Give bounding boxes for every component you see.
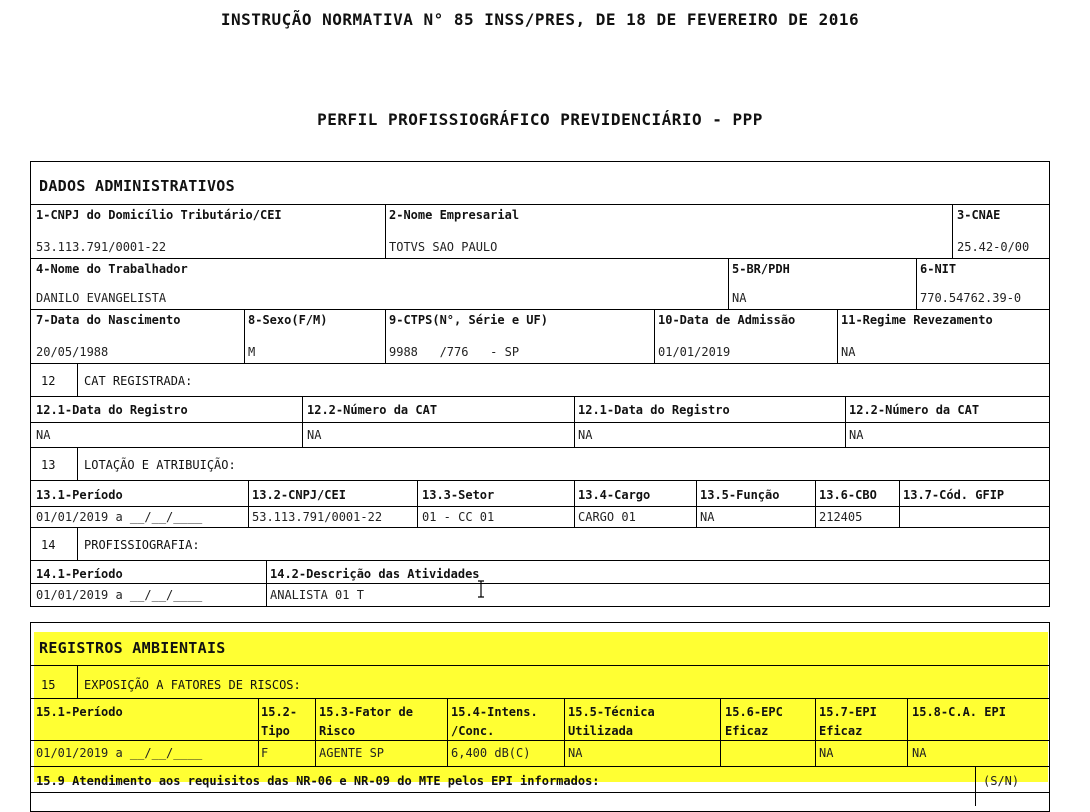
- amb-tipo-label-2: Tipo: [261, 724, 290, 738]
- amb-tecnica-label: 15.5-Técnica: [568, 705, 655, 719]
- text-cursor-icon: [476, 580, 486, 598]
- amb-epc-label: 15.6-EPC: [725, 705, 783, 719]
- document-title: INSTRUÇÃO NORMATIVA N° 85 INSS/PRES, DE 18 DE FEVEREIRO DE 2016: [220, 10, 860, 29]
- cat-data-registro-label: 12.1-Data do Registro: [36, 403, 188, 417]
- cat-numero-2-value: NA: [849, 428, 864, 442]
- cnpj-label: 1-CNPJ do Domicílio Tributário/CEI: [36, 208, 282, 222]
- nome-empresarial-value: TOTVS SAO PAULO: [389, 240, 498, 254]
- sn-label: (S/N): [983, 774, 1020, 788]
- amb-intens-label: 15.4-Intens.: [451, 705, 538, 719]
- ctps-value: 9988 /776 - SP: [389, 345, 520, 359]
- amb-fator-value: AGENTE SP: [319, 746, 385, 760]
- sexo-label: 8-Sexo(F/M): [248, 313, 328, 327]
- exposicao-section-title: EXPOSIÇÃO A FATORES DE RISCOS:: [84, 678, 301, 692]
- sexo-value: M: [248, 345, 256, 359]
- amb-tipo-label: 15.2-: [261, 705, 298, 719]
- br-pdh-label: 5-BR/PDH: [732, 262, 790, 276]
- amb-epi-label-2: Eficaz: [819, 724, 863, 738]
- trabalhador-label: 4-Nome do Trabalhador: [36, 262, 188, 276]
- amb-periodo-label: 15.1-Período: [36, 705, 123, 719]
- lotacao-gfip-label: 13.7-Cód. GFIP: [903, 488, 1005, 502]
- profissiografia-periodo-label: 14.1-Período: [36, 567, 123, 581]
- nit-value: 770.54762.39-0: [920, 291, 1022, 305]
- cat-section-number: 12: [41, 374, 56, 388]
- cat-numero-label: 12.2-Número da CAT: [307, 403, 438, 417]
- profissiografia-descricao-label: 14.2-Descrição das Atividades: [270, 567, 480, 581]
- admin-section-title: DADOS ADMINISTRATIVOS: [39, 177, 235, 195]
- revezamento-label: 11-Regime Revezamento: [841, 313, 993, 327]
- nascimento-value: 20/05/1988: [36, 345, 109, 359]
- profissiografia-section-title: PROFISSIOGRAFIA:: [84, 538, 200, 552]
- exposicao-section-number: 15: [41, 678, 56, 692]
- lotacao-funcao-label: 13.5-Função: [700, 488, 780, 502]
- lotacao-setor-label: 13.3-Setor: [422, 488, 495, 502]
- lotacao-funcao-value: NA: [700, 510, 715, 524]
- br-pdh-value: NA: [732, 291, 747, 305]
- amb-tecnica-value: NA: [568, 746, 583, 760]
- cat-section-title: CAT REGISTRADA:: [84, 374, 193, 388]
- lotacao-cargo-value: CARGO 01: [578, 510, 636, 524]
- ambientais-section-title: REGISTROS AMBIENTAIS: [39, 639, 226, 657]
- lotacao-section-title: LOTAÇÃO E ATRIBUIÇÃO:: [84, 458, 236, 472]
- amb-periodo-value: 01/01/2019 a __/__/____: [36, 746, 203, 760]
- cnae-label: 3-CNAE: [957, 208, 1001, 222]
- ctps-label: 9-CTPS(N°, Série e UF): [389, 313, 548, 327]
- amb-intens-value: 6,400 dB(C): [451, 746, 531, 760]
- lotacao-cnpj-value: 53.113.791/0001-22: [252, 510, 383, 524]
- amb-intens-label-2: /Conc.: [451, 724, 495, 738]
- cat-numero-value: NA: [307, 428, 322, 442]
- profissiografia-section-number: 14: [41, 538, 56, 552]
- lotacao-section-number: 13: [41, 458, 56, 472]
- amb-tecnica-label-2: Utilizada: [568, 724, 634, 738]
- cat-data-registro-value: NA: [36, 428, 51, 442]
- lotacao-setor-value: 01 - CC 01: [422, 510, 495, 524]
- amb-epc-label-2: Eficaz: [725, 724, 769, 738]
- amb-ca-label: 15.8-C.A. EPI: [912, 705, 1006, 719]
- lotacao-periodo-value: 01/01/2019 a __/__/____: [36, 510, 203, 524]
- amb-ca-value: NA: [912, 746, 927, 760]
- admissao-value: 01/01/2019: [658, 345, 731, 359]
- cnae-value: 25.42-0/00: [957, 240, 1030, 254]
- trabalhador-value: DANILO EVANGELISTA: [36, 291, 167, 305]
- profissiografia-descricao-value: ANALISTA 01 T: [270, 588, 364, 602]
- nome-empresarial-label: 2-Nome Empresarial: [389, 208, 520, 222]
- document-subtitle: PERFIL PROFISSIOGRÁFICO PREVIDENCIÁRIO - PPP: [317, 110, 763, 129]
- profissiografia-periodo-value: 01/01/2019 a __/__/____: [36, 588, 203, 602]
- lotacao-cnpj-label: 13.2-CNPJ/CEI: [252, 488, 346, 502]
- amb-fator-label-2: Risco: [319, 724, 356, 738]
- lotacao-cargo-label: 13.4-Cargo: [578, 488, 651, 502]
- amb-tipo-value: F: [261, 746, 269, 760]
- nr-requisitos-label: 15.9 Atendimento aos requisitos das NR-06 e NR-09 do MTE pelos EPI informados:: [36, 774, 600, 788]
- lotacao-cbo-value: 212405: [819, 510, 863, 524]
- cnpj-value: 53.113.791/0001-22: [36, 240, 167, 254]
- lotacao-cbo-label: 13.6-CBO: [819, 488, 877, 502]
- cat-data-registro-2-label: 12.1-Data do Registro: [578, 403, 730, 417]
- cat-numero-2-label: 12.2-Número da CAT: [849, 403, 980, 417]
- amb-fator-label: 15.3-Fator de: [319, 705, 413, 719]
- amb-epi-label: 15.7-EPI: [819, 705, 877, 719]
- nit-label: 6-NIT: [920, 262, 957, 276]
- amb-epi-value: NA: [819, 746, 834, 760]
- lotacao-periodo-label: 13.1-Período: [36, 488, 123, 502]
- revezamento-value: NA: [841, 345, 856, 359]
- nascimento-label: 7-Data do Nascimento: [36, 313, 181, 327]
- cat-data-registro-2-value: NA: [578, 428, 593, 442]
- admissao-label: 10-Data de Admissão: [658, 313, 796, 327]
